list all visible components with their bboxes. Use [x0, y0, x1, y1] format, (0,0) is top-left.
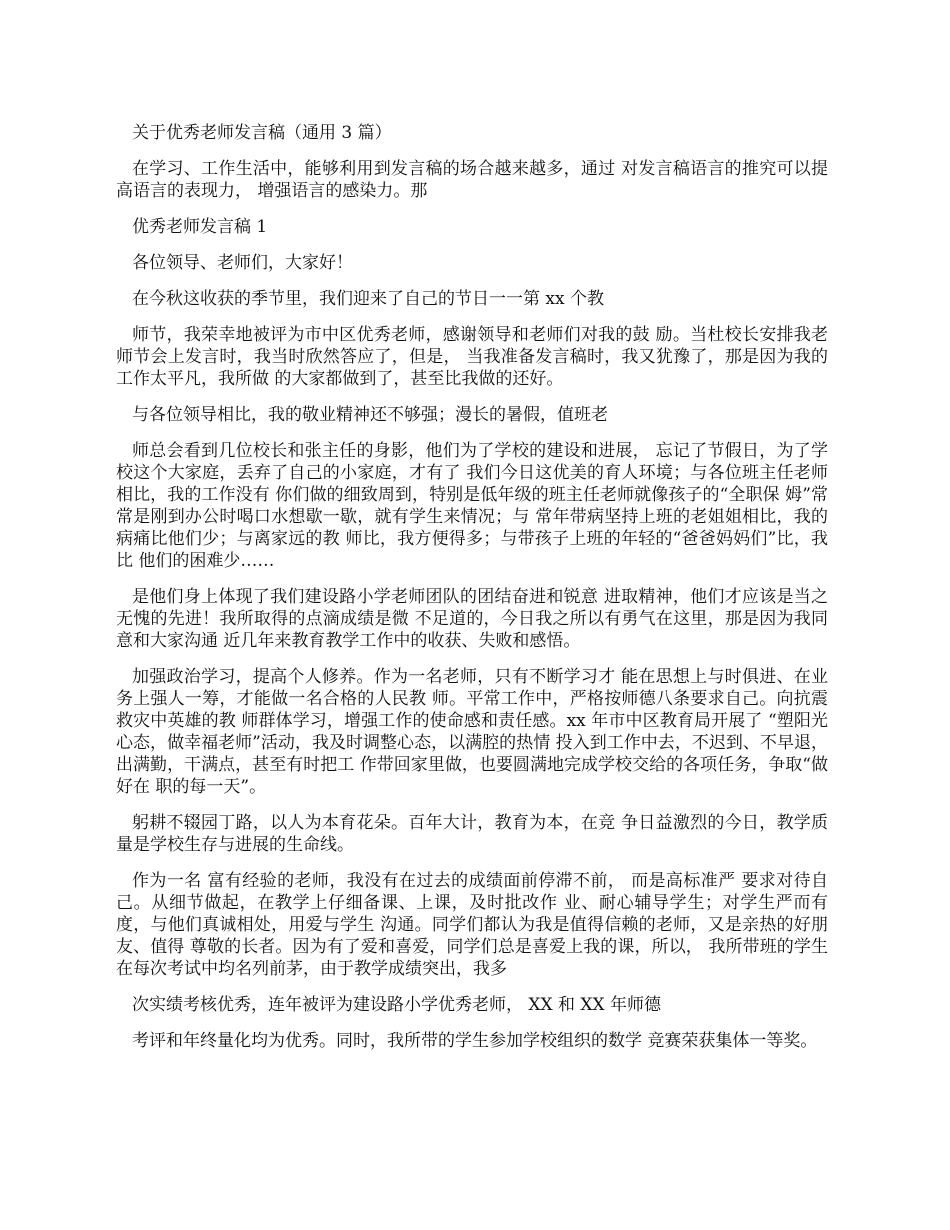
paragraph: 躬耕不辍园丁路，以人为本育花朵。百年大计，教育为本，在竞 争日益激烈的今日，教学质量是学校生存与进展的生命线。: [116, 813, 828, 855]
paragraph-intro: 在学习、工作生活中，能够利用到发言稿的场合越来越多，通过 对发言稿语言的推究可以提高语言的表现力， 增强语言的感染力。那: [116, 159, 828, 201]
paragraph: 考评和年终量化均为优秀。同时，我所带的学生参加学校组织的数学 竞赛荣获集体一等奖。: [132, 1031, 818, 1051]
paragraph: 次实绩考核优秀，连年被评为建设路小学优秀老师， XX 和 XX 年师德: [132, 995, 662, 1015]
paragraph: 师节，我荣幸地被评为市中区优秀老师，感谢领导和老师们对我的鼓 励。当杜校长安排我老师节会上发言时，我当时欣然答应了，但是， 当我准备发言稿时，我又犹豫了，那是因为我的工作太平凡，我所做 的大家都做到了，甚至比我做的还好。: [116, 325, 828, 389]
paragraph: 在今秋这收获的季节里，我们迎来了自己的节日一一第 xx 个教: [132, 289, 604, 309]
paragraph: 是他们身上体现了我们建设路小学老师团队的团结奋进和锐意 进取精神，他们才应该是当之无愧的先进！我所取得的点滴成绩是微 不足道的，今日我之所以有勇气在这里，那是因为我同意和大家沟通 近几年来教育教学工作中的收获、失败和感悟。: [116, 587, 828, 651]
document-page: [116, 122, 828, 1066]
paragraph: 加强政治学习，提高个人修养。作为一名老师，只有不断学习才 能在思想上与时俱进、在业务上强人一筹，才能做一名合格的人民教 师。平常工作中，严格按师德八条要求自己。向抗震救灾中英雄的教 师群体学习，增强工作的使命感和责任感。xx 年市中区教育局开展了 “塑阳光心态，做幸福老师”活动，我及时调整心态，以满腔的热情 投入到工作中去，不迟到、不早退，出满勤，干满点，甚至有时把工 作带回家里做，也要圆满地完成学校交给的各项任务，争取“做好在 职的每一天”。: [116, 667, 828, 797]
section-heading: 优秀老师发言稿 1: [132, 217, 268, 237]
paragraph: 师总会看到几位校长和张主任的身影，他们为了学校的建设和进展， 忘记了节假日，为了学校这个大家庭，丢弃了自己的小家庭，才有了 我们今日这优美的育人环境；与各位班主任老师相比，我的工作没有 你们做的细致周到，特别是低年级的班主任老师就像孩子的“全职保 姆”常常是刚到办公时喝口水想歇一歇，就有学生来情况；与 常年带病坚持上班的老姐姐相比，我的病痛比他们少；与离家远的教 师比，我方便得多；与带孩子上班的年轻的“爸爸妈妈们”比，我比 他们的困难少……: [116, 441, 828, 571]
document-title: 关于优秀老师发言稿（通用 3 篇）: [132, 123, 392, 143]
paragraph: 作为一名 富有经验的老师，我没有在过去的成绩面前停滞不前， 而是高标准严 要求对待自己。从细节做起，在教学上仔细备课、上课，及时批改作 业、耐心辅导学生；对学生严而有度，与他们真诚相处，用爱与学生 沟通。同学们都认为我是值得信赖的老师，又是亲热的好朋友、值得 尊敬的长者。因为有了爱和喜爱，同学们总是喜爱上我的课，所以， 我所带班的学生在每次考试中均名列前茅，由于教学成绩突出，我多: [116, 871, 828, 979]
paragraph: 与各位领导相比，我的敬业精神还不够强；漫长的暑假，值班老: [132, 405, 608, 425]
paragraph-greeting: 各位领导、老师们，大家好！: [132, 253, 353, 273]
